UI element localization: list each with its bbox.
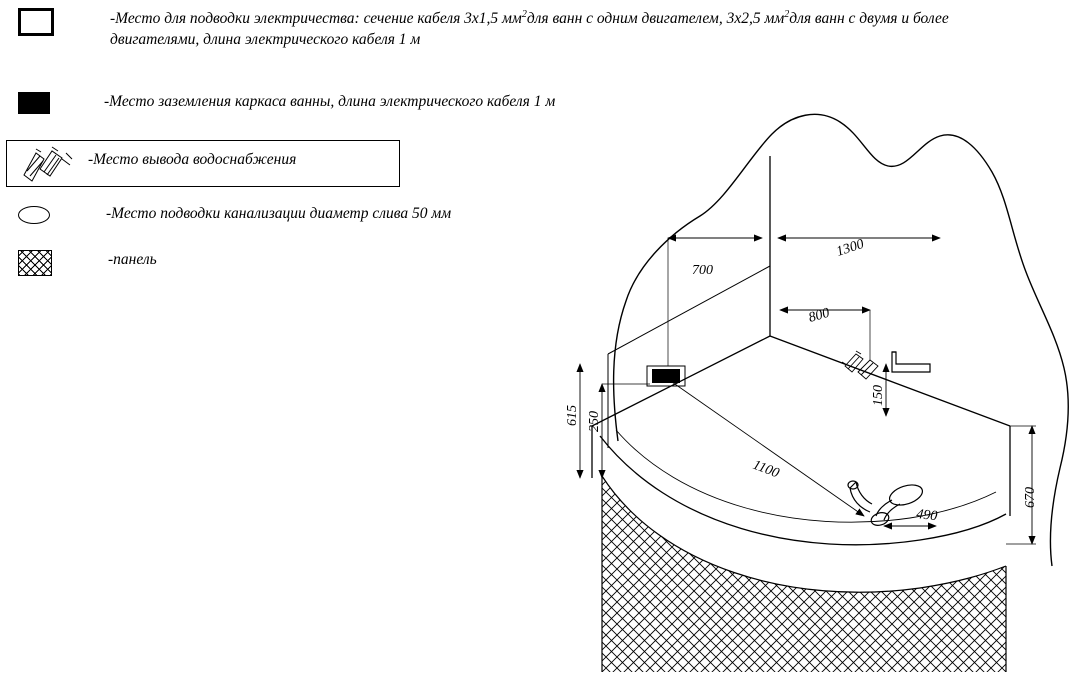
dim-490: 490 (915, 507, 939, 525)
legend-item-grounding-label: -Место заземления каркаса ванны, длина электрического кабеля 1 м (104, 93, 556, 110)
legend-item-panel (18, 250, 157, 276)
dim-615: 615 (565, 405, 580, 426)
legend-item-water-supply-label: -Место вывода водоснабжения (88, 151, 297, 168)
dim-1100: 1100 (750, 457, 782, 482)
faucet-spout (892, 352, 930, 372)
filled-square-icon (18, 92, 50, 114)
dim-700: 700 (692, 263, 713, 278)
legend-item-sewer (18, 204, 451, 225)
electric-outlet-marker (647, 366, 685, 386)
left-wall-plane (608, 266, 770, 448)
hatched-square-icon (18, 250, 52, 276)
legend-item-electric-supply (18, 8, 1018, 51)
hatched-panel (590, 466, 1020, 674)
legend-item-sewer-label: -Место подводки канализации диаметр слива 50 мм (106, 205, 452, 222)
isometric-drawing (540, 96, 1078, 674)
dim-800: 800 (806, 305, 832, 326)
open-square-icon (18, 8, 54, 36)
bathtub-body (592, 156, 1010, 545)
dimension-lines (580, 238, 1036, 544)
wall-contour (614, 114, 1069, 566)
legend-item-panel-label: -панель (108, 251, 157, 268)
dim-1300: 1300 (834, 236, 866, 260)
legend-item-grounding (18, 92, 555, 114)
faucet-icon (22, 145, 74, 183)
dim-150: 150 (871, 385, 886, 406)
ellipse-icon (18, 206, 50, 224)
dim-670: 670 (1023, 487, 1038, 508)
dim-250: 250 (587, 411, 602, 432)
legend-item-electric-supply-label: -Место для подводки электричества: сечение кабеля 3х1,5 $мм^2для$ ванн с одним двигателем, 3х2,5 $мм^2для$ ванн с двумя и более двигателями, длина электрического кабеля 1 м (110, 9, 953, 49)
